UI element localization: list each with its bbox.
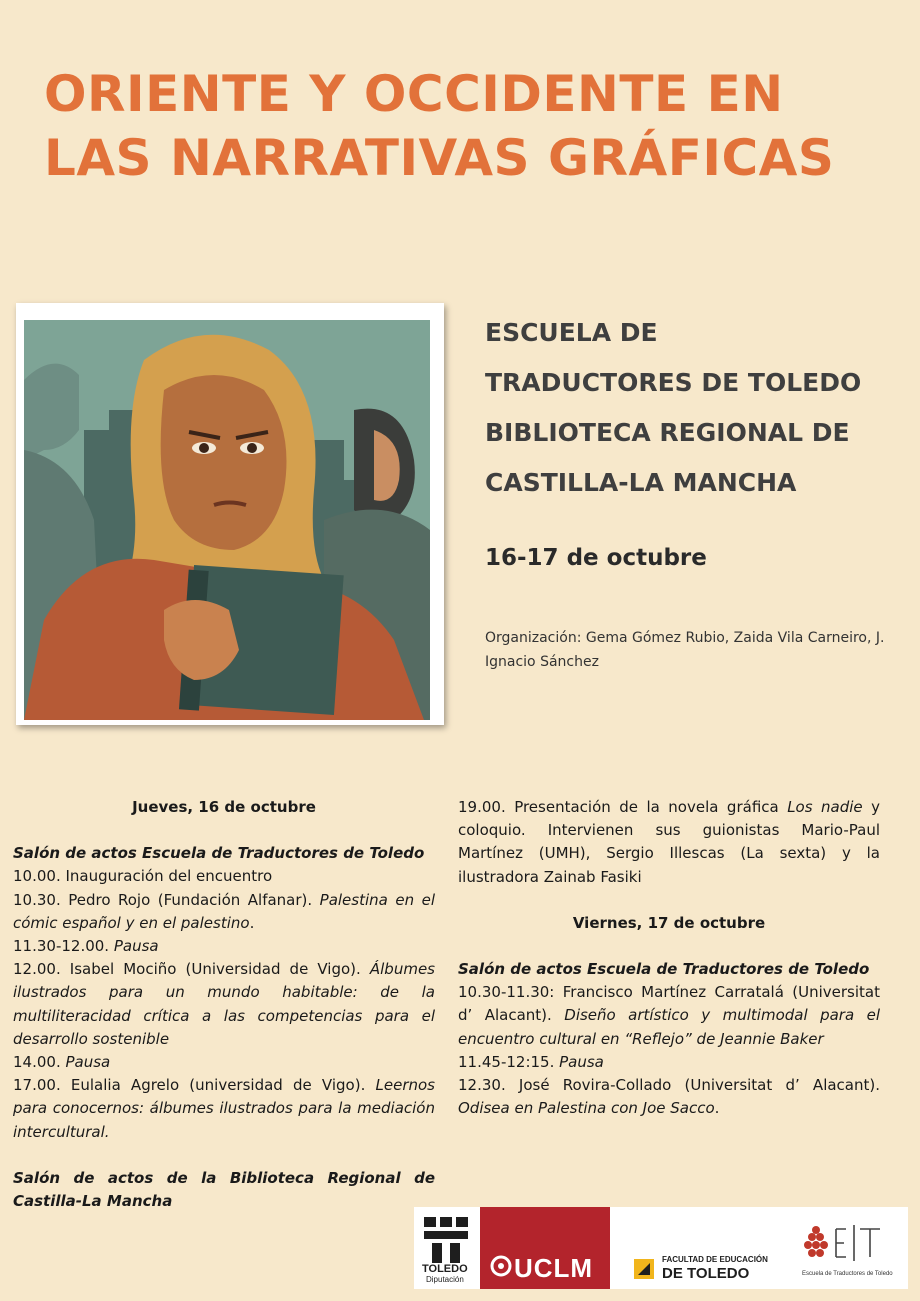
entry-title: Pausa: [559, 1052, 604, 1071]
uclm-name: UCLM: [514, 1253, 594, 1283]
entry-text: 14.00.: [13, 1053, 66, 1072]
faculty-line-1: FACULTAD DE EDUCACIÓN: [662, 1255, 768, 1264]
program-entry: [458, 796, 880, 889]
event-dates: 16-17 de octubre: [485, 545, 707, 571]
eit-emblem-icon: [802, 1223, 902, 1267]
entry-text: 10.30-11.30: Francisco Martínez Carratalá (Universitat d’ Alacant).: [458, 983, 880, 1025]
eit-logo: [798, 1207, 908, 1289]
venue-block: [485, 308, 905, 508]
cover-illustration: [16, 303, 444, 725]
entry-title: Los nadie: [787, 798, 863, 816]
entry-title: Álbumes ilustrados para un mundo habitable: de la multiliteracidad crítica a las competencias para el desarrollo sostenible: [13, 960, 435, 1048]
venue-line-1: ESCUELA DE: [485, 318, 658, 347]
entry-text: 10.00. Inauguración del encuentro: [13, 867, 273, 886]
hall-heading: Salón de actos de la Biblioteca Regional de Castilla-La Mancha: [13, 1168, 435, 1211]
program-entry: [13, 889, 435, 935]
entry-text: .: [714, 1099, 720, 1118]
illustration-image: [24, 320, 430, 720]
uclm-symbol-icon: [490, 1255, 512, 1277]
entry-text: 12.00. Isabel Mociño (Universidad de Vigo).: [13, 960, 370, 979]
toledo-emblem-icon: [414, 1215, 478, 1265]
entry-title: Pausa: [65, 1053, 111, 1072]
faculty-line-2: DE TOLEDO: [662, 1265, 750, 1282]
program-entry: [458, 1074, 880, 1120]
entry-text: 17.00. Eulalia Agrelo (universidad de Vigo).: [13, 1076, 376, 1095]
entry-text: .: [249, 913, 255, 932]
program-entry: [13, 935, 435, 958]
toledo-name: TOLEDO: [422, 1263, 468, 1275]
entry-title: Diseño artístico y multimodal para el encuentro cultural en “Reflejo” de Jeannie Baker: [458, 1006, 880, 1048]
program-column-right: [458, 796, 880, 1120]
entry-title: Palestina en el cómic español y en el palestino: [13, 890, 435, 932]
hall-heading: Salón de actos Escuela de Traductores de Toledo: [13, 844, 425, 863]
entry-text: 12.30. José Rovira-Collado (Universitat d’ Alacant).: [458, 1076, 880, 1095]
entry-text: 11.30-12.00.: [13, 937, 114, 956]
entry-title: Leernos para conocernos: álbumes ilustrados para la mediación intercultural.: [13, 1076, 435, 1141]
venue-line-4: CASTILLA-LA MANCHA: [485, 468, 797, 497]
faculty-emblem-icon: [632, 1257, 656, 1281]
entry-title: Pausa: [113, 937, 159, 956]
title-line-1: ORIENTE Y OCCIDENTE EN: [44, 65, 784, 123]
toledo-sub: Diputación: [426, 1275, 464, 1284]
program-entry: [13, 865, 435, 888]
venue-line-2: TRADUCTORES DE TOLEDO: [485, 368, 862, 397]
program-entry: [13, 1074, 435, 1144]
program-entry: [458, 1051, 880, 1074]
program-entry: [458, 981, 880, 1051]
toledo-logo: [414, 1207, 478, 1289]
program-entry: [13, 1051, 435, 1074]
day-heading-thursday: Jueves, 16 de octubre: [132, 798, 316, 816]
poster-title: [44, 62, 904, 190]
sponsor-logos: [414, 1207, 908, 1289]
organizers: Organización: Gema Gómez Rubio, Zaida Vila Carneiro, J. Ignacio Sánchez: [485, 630, 885, 670]
entry-text: 10.30. Pedro Rojo (Fundación Alfanar).: [13, 890, 320, 909]
program-column-left: [13, 796, 435, 1213]
entry-title: Odisea en Palestina con Joe Sacco: [458, 1099, 715, 1118]
faculty-logo: [628, 1207, 788, 1289]
title-line-2: LAS NARRATIVAS GRÁFICAS: [44, 129, 835, 187]
eit-caption: Escuela de Traductores de Toledo: [802, 1271, 893, 1277]
entry-text: 19.00. Presentación de la novela gráfica: [458, 798, 788, 816]
day-heading-friday: Viernes, 17 de octubre: [572, 913, 766, 932]
hall-heading: Salón de actos Escuela de Traductores de Toledo: [458, 960, 870, 979]
program-entry: [13, 958, 435, 1051]
uclm-logo: [480, 1207, 610, 1289]
entry-text: 11.45-12:15.: [458, 1052, 560, 1071]
venue-line-3: BIBLIOTECA REGIONAL DE: [485, 418, 850, 447]
entry-text: y coloquio. Intervienen sus guionistas Mario-Paul Martínez (UMH), Sergio Illescas (La sexta) y la ilustradora Zainab Fasiki: [458, 798, 880, 886]
